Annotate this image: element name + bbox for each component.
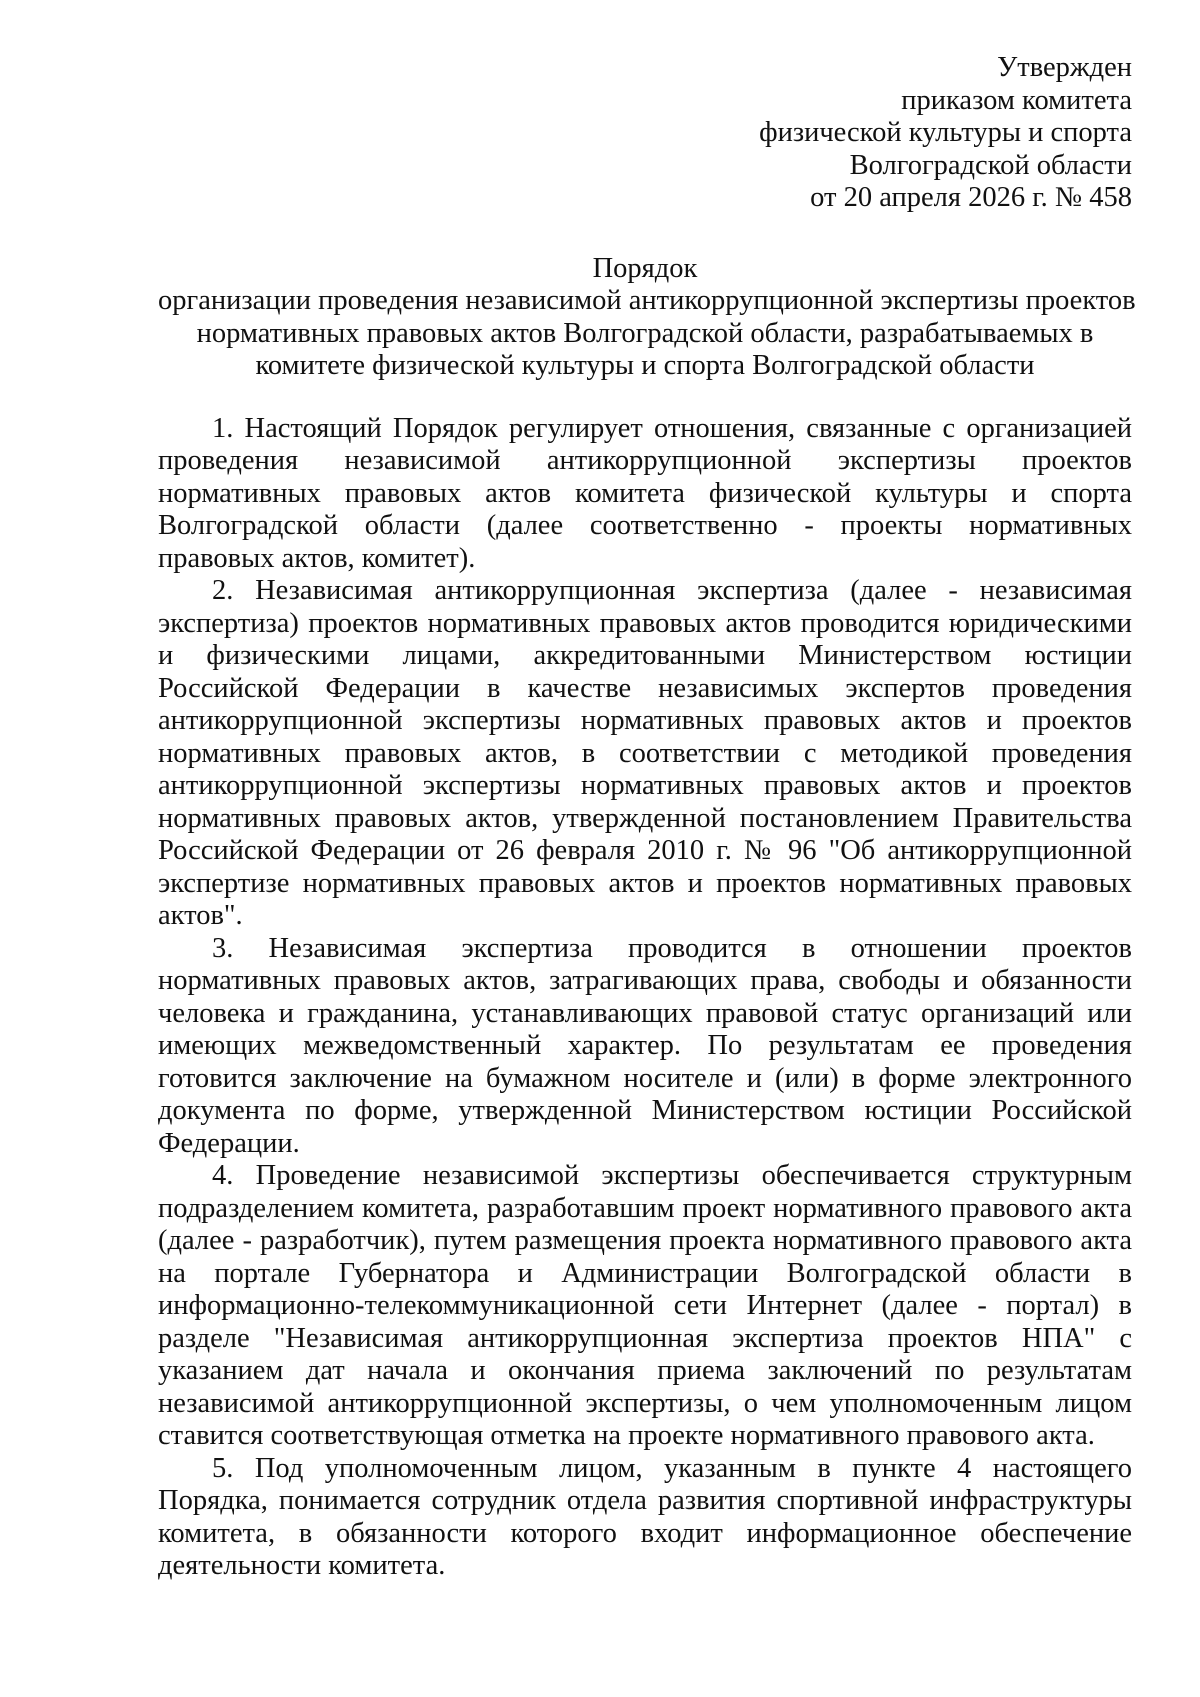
document-page — [158, 52, 1136, 1583]
approval-line-order: приказом комитета — [901, 84, 1132, 116]
title-line-3: комитете физической культуры и спорта Волгоградской области — [255, 350, 1035, 381]
approval-line-date-number: от 20 апреля 2026 г. № 458 — [810, 182, 1132, 213]
paragraph-1: 1. Настоящий Порядок регулирует отношения, связанные с организацией проведения независимой антикоррупционной экспертизы проектов нормативных правовых актов комитета физической культуры и спорта Волгоградской области (далее соответственно - проекты нормативных правовых актов, комитет). — [158, 412, 1132, 574]
document-title — [158, 252, 1136, 383]
approval-stamp-block — [158, 52, 1132, 215]
paragraph-4: 4. Проведение независимой экспертизы обеспечивается структурным подразделением комитета, разработавшим проект нормативного правового акта (далее - разработчик), путем размещения проекта нормативного правового акта на портале Губернатора и Администрации Волгоградской области в информационно-телекоммуникационной сети Интернет (далее - портал) в разделе "Независимая антикоррупционная экспертиза проектов НПА" с указанием дат начала и окончания приема заключений по результатам независимой антикоррупционной экспертизы, о чем уполномоченным лицом ставится соответствующая отметка на проекте нормативного правового акта. — [158, 1160, 1132, 1451]
document-body — [158, 413, 1132, 1583]
title-heading: Порядок — [592, 252, 698, 284]
approval-line-region: Волгоградской области — [849, 149, 1132, 181]
paragraph-3: 3. Независимая экспертиза проводится в отношении проектов нормативных правовых актов, затрагивающих права, свободы и обязанности человека и гражданина, устанавливающих правовой статус организаций или имеющих межведомственный характер. По результатам ее проведения готовится заключение на бумажном носителе и (или) в форме электронного документа по форме, утвержденной Министерством юстиции Российской Федерации. — [158, 932, 1132, 1159]
title-line-2: нормативных правовых актов Волгоградской области, разрабатываемых в — [196, 317, 1094, 349]
approval-line-approved: Утвержден — [997, 52, 1132, 83]
approval-line-committee: физической культуры и спорта — [759, 117, 1132, 148]
paragraph-5: 5. Под уполномоченным лицом, указанным в пункте 4 настоящего Порядка, понимается сотрудник отдела развития спортивной инфраструктуры комитета, в обязанности которого входит информационное обеспечение деятельности комитета. — [158, 1452, 1132, 1581]
title-line-1: организации проведения независимой антикоррупционной экспертизы проектов — [158, 285, 1136, 316]
paragraph-2: 2. Независимая антикоррупционная экспертиза (далее - независимая экспертиза) проектов нормативных правовых актов проводится юридическими и физическими лицами, аккредитованными Министерством юстиции Российской Федерации в качестве независимых экспертов проведения антикоррупционной экспертизы нормативных правовых актов и проектов нормативных правовых актов, в соответствии с методикой проведения антикоррупционной экспертизы нормативных правовых актов и проектов нормативных правовых актов, утвержденной постановлением Правительства Российской Федерации от 26 февраля 2010 г. № 96 "Об антикоррупционной экспертизе нормативных правовых актов и проектов нормативных правовых актов". — [158, 575, 1132, 931]
